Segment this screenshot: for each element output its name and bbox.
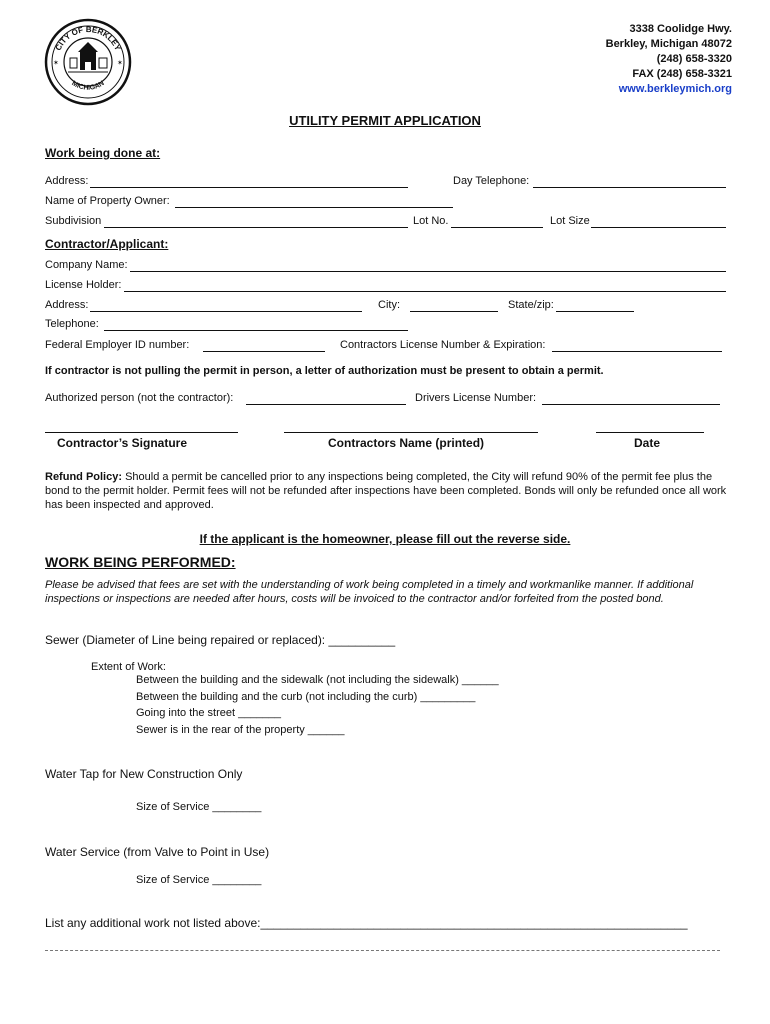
address-line-city: Berkley, Michigan 48072	[605, 38, 732, 50]
telephone-label: Telephone:	[45, 318, 99, 330]
license-expiration-field[interactable]	[552, 351, 722, 352]
svg-text:✶: ✶	[53, 60, 59, 67]
company-name-field[interactable]	[130, 271, 726, 272]
address-line-street: 3338 Coolidge Hwy.	[629, 23, 732, 35]
city-label: City:	[378, 299, 400, 311]
svg-text:MICHIGAN: MICHIGAN	[70, 79, 106, 92]
additional-work-line[interactable]	[45, 950, 720, 951]
telephone-field[interactable]	[104, 330, 408, 331]
date-label: Date	[634, 436, 661, 450]
contractor-heading: Contractor/Applicant:	[45, 237, 169, 251]
property-owner-field[interactable]	[175, 207, 453, 208]
license-holder-field[interactable]	[124, 291, 726, 292]
lot-no-label: Lot No.	[413, 215, 449, 227]
contractor-address-field[interactable]	[90, 311, 362, 312]
address-line-fax: FAX (248) 658-3321	[632, 68, 732, 80]
refund-policy-label: Refund Policy:	[45, 471, 123, 483]
lot-size-field[interactable]	[591, 227, 726, 228]
lot-no-field[interactable]	[451, 227, 543, 228]
contractor-address-label: Address:	[45, 299, 89, 311]
water-tap-size-field[interactable]: Size of Service ________	[136, 801, 262, 813]
lot-size-label: Lot Size	[550, 215, 590, 227]
extent-option-sidewalk[interactable]: Between the building and the sidewalk (not including the sidewalk) ______	[136, 674, 499, 686]
subdivision-label: Subdivision	[45, 215, 102, 227]
refund-policy	[45, 470, 730, 512]
license-holder-label: License Holder:	[45, 279, 122, 291]
water-service-size-field[interactable]: Size of Service ________	[136, 874, 262, 886]
printed-name-label: Contractors Name (printed)	[328, 436, 485, 450]
authorized-person-label: Authorized person (not the contractor):	[45, 392, 234, 404]
fein-label: Federal Employer ID number:	[45, 339, 190, 351]
authorization-notice: If contractor is not pulling the permit in person, a letter of authorization must be present to obtain a permit.	[45, 365, 604, 377]
refund-policy-text: Should a permit be cancelled prior to any inspections being completed, the City will refund 90% of the permit fee plus the bond to the permit holder. Permit fees will not be refunded after inspections have been completed. Bonds will only be refunded once all work has been inspected and approved.	[45, 471, 727, 511]
city-address-block	[606, 22, 732, 97]
company-name-label: Company Name:	[45, 259, 128, 271]
drivers-license-field[interactable]	[542, 404, 720, 405]
additional-work-label[interactable]: List any additional work not listed above:________________________________________________________________	[45, 916, 688, 930]
state-zip-label: State/zip:	[508, 299, 554, 311]
city-seal-logo	[44, 18, 132, 106]
state-zip-field[interactable]	[556, 311, 634, 312]
address-line-phone: (248) 658-3320	[656, 53, 732, 65]
drivers-license-label: Drivers License Number:	[415, 392, 537, 404]
printed-name-line[interactable]	[284, 432, 538, 433]
work-site-heading: Work being done at:	[45, 146, 161, 160]
extent-option-rear[interactable]: Sewer is in the rear of the property ______	[136, 724, 345, 736]
homeowner-notice: If the applicant is the homeowner, please fill out the reverse side.	[199, 532, 571, 546]
extent-of-work-label: Extent of Work:	[91, 661, 166, 673]
site-address-field[interactable]	[90, 187, 408, 188]
water-service-label: Water Service (from Valve to Point in Use)	[45, 845, 270, 859]
sewer-label: Sewer (Diameter of Line being repaired or replaced): __________	[45, 633, 396, 647]
fees-note: Please be advised that fees are set with the understanding of work being completed in a timely and workmanlike manner. If additional inspections or inspections are needed after hours, costs will be invoiced to the contractor and/or forfeited from the posted bond.	[45, 579, 694, 605]
day-telephone-field[interactable]	[533, 187, 726, 188]
signature-label: Contractor’s Signature	[57, 436, 188, 450]
extent-option-street[interactable]: Going into the street _______	[136, 707, 281, 719]
property-owner-label: Name of Property Owner:	[45, 195, 170, 207]
site-address-label: Address:	[45, 175, 89, 187]
form-title: UTILITY PERMIT APPLICATION	[289, 113, 481, 128]
authorized-person-field[interactable]	[246, 404, 406, 405]
license-expiration-label: Contractors License Number & Expiration:	[340, 339, 546, 351]
date-line[interactable]	[596, 432, 704, 433]
fein-field[interactable]	[203, 351, 325, 352]
signature-line[interactable]	[45, 432, 238, 433]
subdivision-field[interactable]	[104, 227, 408, 228]
work-performed-heading: WORK BEING PERFORMED:	[45, 554, 236, 570]
svg-text:CITY OF BERKLEY: CITY OF BERKLEY	[53, 24, 123, 53]
water-tap-label: Water Tap for New Construction Only	[45, 767, 243, 781]
day-telephone-label: Day Telephone:	[453, 175, 530, 187]
extent-option-curb[interactable]: Between the building and the curb (not including the curb) _________	[136, 691, 476, 703]
city-field[interactable]	[410, 311, 498, 312]
svg-text:✶: ✶	[117, 60, 123, 67]
website-link[interactable]: www.berkleymich.org	[618, 83, 732, 95]
